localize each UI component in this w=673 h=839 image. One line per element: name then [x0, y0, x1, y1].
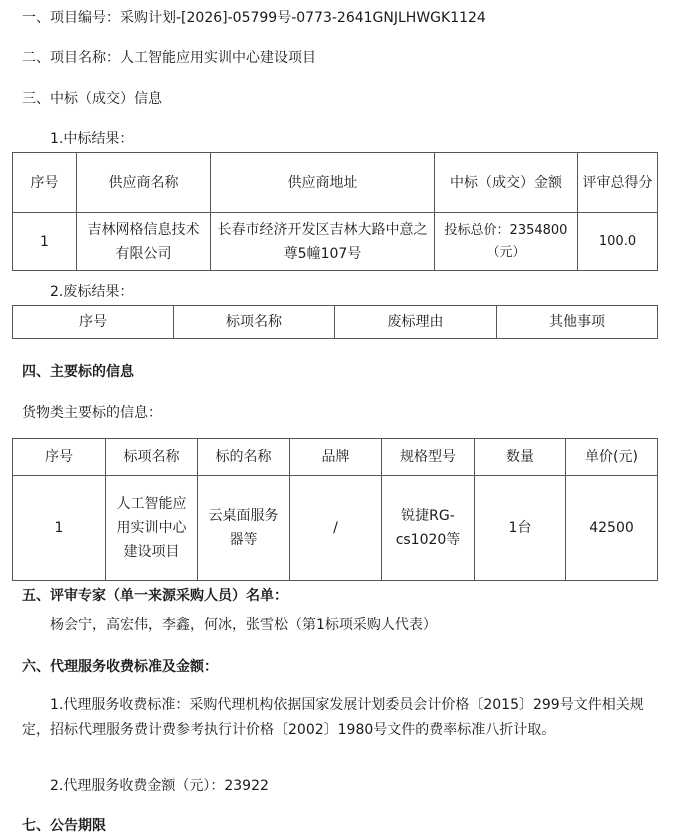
- section-experts: 五、评审专家（单一来源采购人员）名单：: [22, 588, 288, 604]
- expert-list: 杨会宁，高宏伟，李鑫，何冰，张雪松（第1标项采购人代表）: [50, 617, 437, 633]
- award-col-amount: 中标（成交）金额: [435, 153, 578, 213]
- section-main-items: 四、主要标的信息: [22, 364, 134, 380]
- goods-col-model: 规格型号: [382, 439, 475, 476]
- award-result-label: 1.中标结果：: [50, 131, 134, 147]
- award-col-supplier: 供应商名称: [77, 153, 211, 213]
- goods-col-object: 标的名称: [198, 439, 290, 476]
- invalid-col-other: 其他事项: [497, 306, 658, 339]
- award-col-score: 评审总得分: [578, 153, 658, 213]
- goods-cell-index: 1: [13, 476, 106, 581]
- award-cell-score: 100.0: [578, 213, 658, 271]
- goods-col-qty: 数量: [475, 439, 566, 476]
- invalid-col-item: 标项名称: [174, 306, 335, 339]
- project-name: 二、项目名称：人工智能应用实训中心建设项目: [22, 50, 316, 66]
- goods-cell-price: 42500: [566, 476, 658, 581]
- table-row: [13, 213, 658, 271]
- fee-standard: 1.代理服务收费标准：采购代理机构依据国家发展计划委员会计价格〔2015〕299号文件相关规定，招标代理服务费计费参考执行计价格〔2002〕1980号文件的费率标准八折计取。: [22, 697, 644, 738]
- award-col-address: 供应商地址: [211, 153, 435, 213]
- award-cell-amount: 投标总价：2354800（元）: [435, 213, 578, 271]
- goods-caption: 货物类主要标的信息：: [22, 405, 162, 421]
- award-col-index: 序号: [13, 153, 77, 213]
- goods-table: [12, 438, 658, 581]
- goods-cell-brand: /: [290, 476, 382, 581]
- section-award-info: 三、中标（成交）信息: [22, 91, 162, 107]
- goods-cell-qty: 1台: [475, 476, 566, 581]
- goods-col-price: 单价(元): [566, 439, 658, 476]
- award-cell-supplier: 吉林网格信息技术有限公司: [77, 213, 211, 271]
- goods-cell-object: 云桌面服务器等: [198, 476, 290, 581]
- invalid-col-index: 序号: [13, 306, 174, 339]
- project-number: 一、项目编号：采购计划-[2026]-05799号-0773-2641GNJLHWGK1124: [22, 10, 486, 26]
- section-agency-fee: 六、代理服务收费标准及金额：: [22, 659, 218, 675]
- invalid-col-reason: 废标理由: [335, 306, 497, 339]
- goods-col-index: 序号: [13, 439, 106, 476]
- invalid-table: [12, 305, 658, 339]
- fee-amount: 2.代理服务收费金额（元）：23922: [50, 778, 269, 794]
- award-cell-index: 1: [13, 213, 77, 271]
- table-row: [13, 476, 658, 581]
- award-cell-address: 长春市经济开发区吉林大路中意之尊5幢107号: [211, 213, 435, 271]
- section-notice-period: 七、公告期限: [22, 818, 106, 834]
- goods-cell-model: 锐捷RG-cs1020等: [382, 476, 475, 581]
- goods-col-brand: 品牌: [290, 439, 382, 476]
- award-table: [12, 152, 658, 271]
- goods-cell-item: 人工智能应用实训中心建设项目: [106, 476, 198, 581]
- invalid-result-label: 2.废标结果：: [50, 284, 134, 300]
- goods-col-item: 标项名称: [106, 439, 198, 476]
